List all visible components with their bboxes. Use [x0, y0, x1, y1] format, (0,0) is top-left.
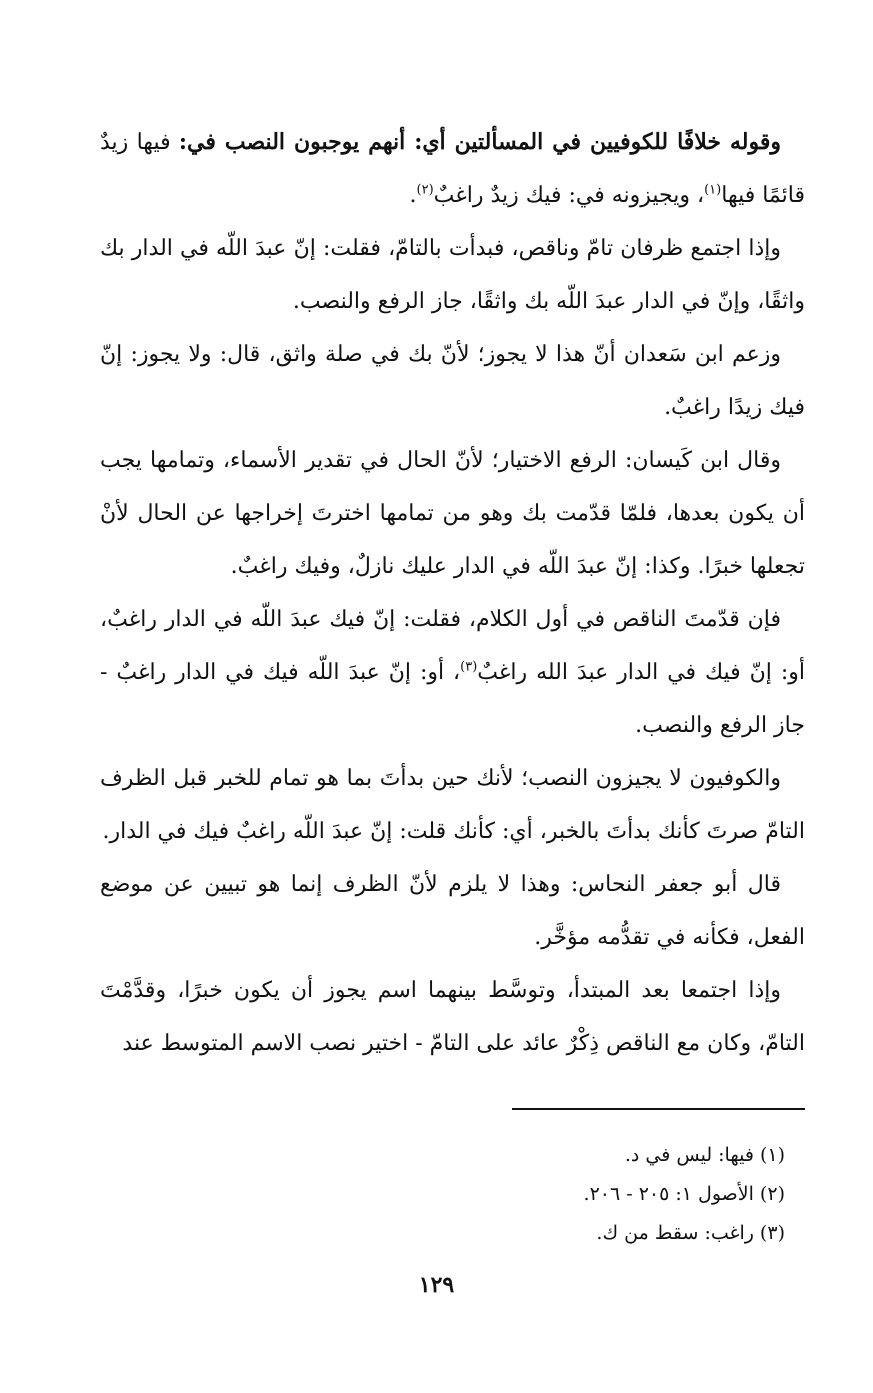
footnote-2: (٢) الأصول ١: ٢٠٥ - ٢٠٦. [583, 1183, 785, 1205]
paragraph-1-text-b: ، ويجيزونه في: فيك زيدٌ راغبٌ [433, 183, 705, 208]
footnote-1: (١) فيها: ليس في د. [624, 1144, 785, 1166]
footnote-ref-2[interactable]: (٢) [416, 182, 434, 198]
paragraph-1-text-a: فيها زيدٌ قائمًا فيها [100, 130, 805, 208]
footnote-ref-3[interactable]: (٣) [460, 659, 478, 675]
footnotes-section [100, 1136, 805, 1253]
paragraph-8: وإذا اجتمعا بعد المبتدأ، وتوسَّط بينهما اسم يجوز أن يكون خبرًا، وقدَّمْتَ التامّ، وكان مع الناقص ذِكْرٌ عائد على التامّ - اختير نصب الاسم المتوسط عند [100, 978, 805, 1056]
paragraph-5-text-b: ، أو: إنّ عبدَ اللّه فيك في الدار راغبٌ - جاز الرفع والنصب. [100, 660, 805, 738]
paragraph-7: قال أبو جعفر النحاس: وهذا لا يلزم لأنّ الظرف إنما هو تبيين عن موضع الفعل، فكأنه في تقدُّمه مؤخَّر. [100, 872, 805, 950]
main-text [100, 116, 805, 1070]
paragraph-3: وزعم ابن سَعدان أنّ هذا لا يجوز؛ لأنّ بك في صلة واثق، قال: ولا يجوز: إنّ فيك زيدًا راغبٌ. [100, 342, 805, 420]
paragraph-4: وقال ابن كَيسان: الرفع الاختيار؛ لأنّ الحال في تقدير الأسماء، وتمامها يجب أن يكون بعدها، فلمّا قدّمت بك وهو من تمامها اخترتَ إخراجها عن الحال لأنْ تجعلها خبرًا. وكذا: إنّ عبدَ اللّه في الدار عليك نازلٌ، وفيك راغبٌ. [100, 448, 805, 579]
footnote-3: (٣) راغب: سقط من ك. [596, 1222, 785, 1244]
paragraph-6: والكوفيون لا يجيزون النصب؛ لأنك حين بدأتَ بما هو تمام للخبر قبل الظرف التامّ صرتَ كأنك بدأتَ بالخبر، أي: كأنك قلت: إنّ عبدَ اللّه راغبٌ فيك في الدار. [100, 766, 805, 844]
paragraph-5 [100, 593, 805, 752]
paragraph-1-lead: وقوله خلافًا للكوفيين في المسألتين أي: أنهم يوجبون النصب في: [178, 129, 781, 155]
footnote-ref-1[interactable]: (١) [704, 182, 722, 198]
page-number: ١٢٩ [418, 1272, 455, 1298]
paragraph-1-text-c: . [409, 183, 417, 208]
footnote-divider [512, 1108, 805, 1110]
paragraph-5-text-a: فإن قدّمتَ الناقص في أول الكلام، فقلت: إنّ فيك عبدَ اللّه في الدار راغبٌ، أو: إنّ فيك في الدار عبدَ الله راغبٌ [100, 607, 805, 685]
paragraph-2: وإذا اجتمع ظرفان تامّ وناقص، فبدأت بالتامّ، فقلت: إنّ عبدَ اللّه في الدار بك واثقًا، وإنّ في الدار عبدَ اللّه بك واثقًا، جاز الرفع والنصب. [100, 236, 805, 314]
paragraph-1 [100, 116, 805, 222]
